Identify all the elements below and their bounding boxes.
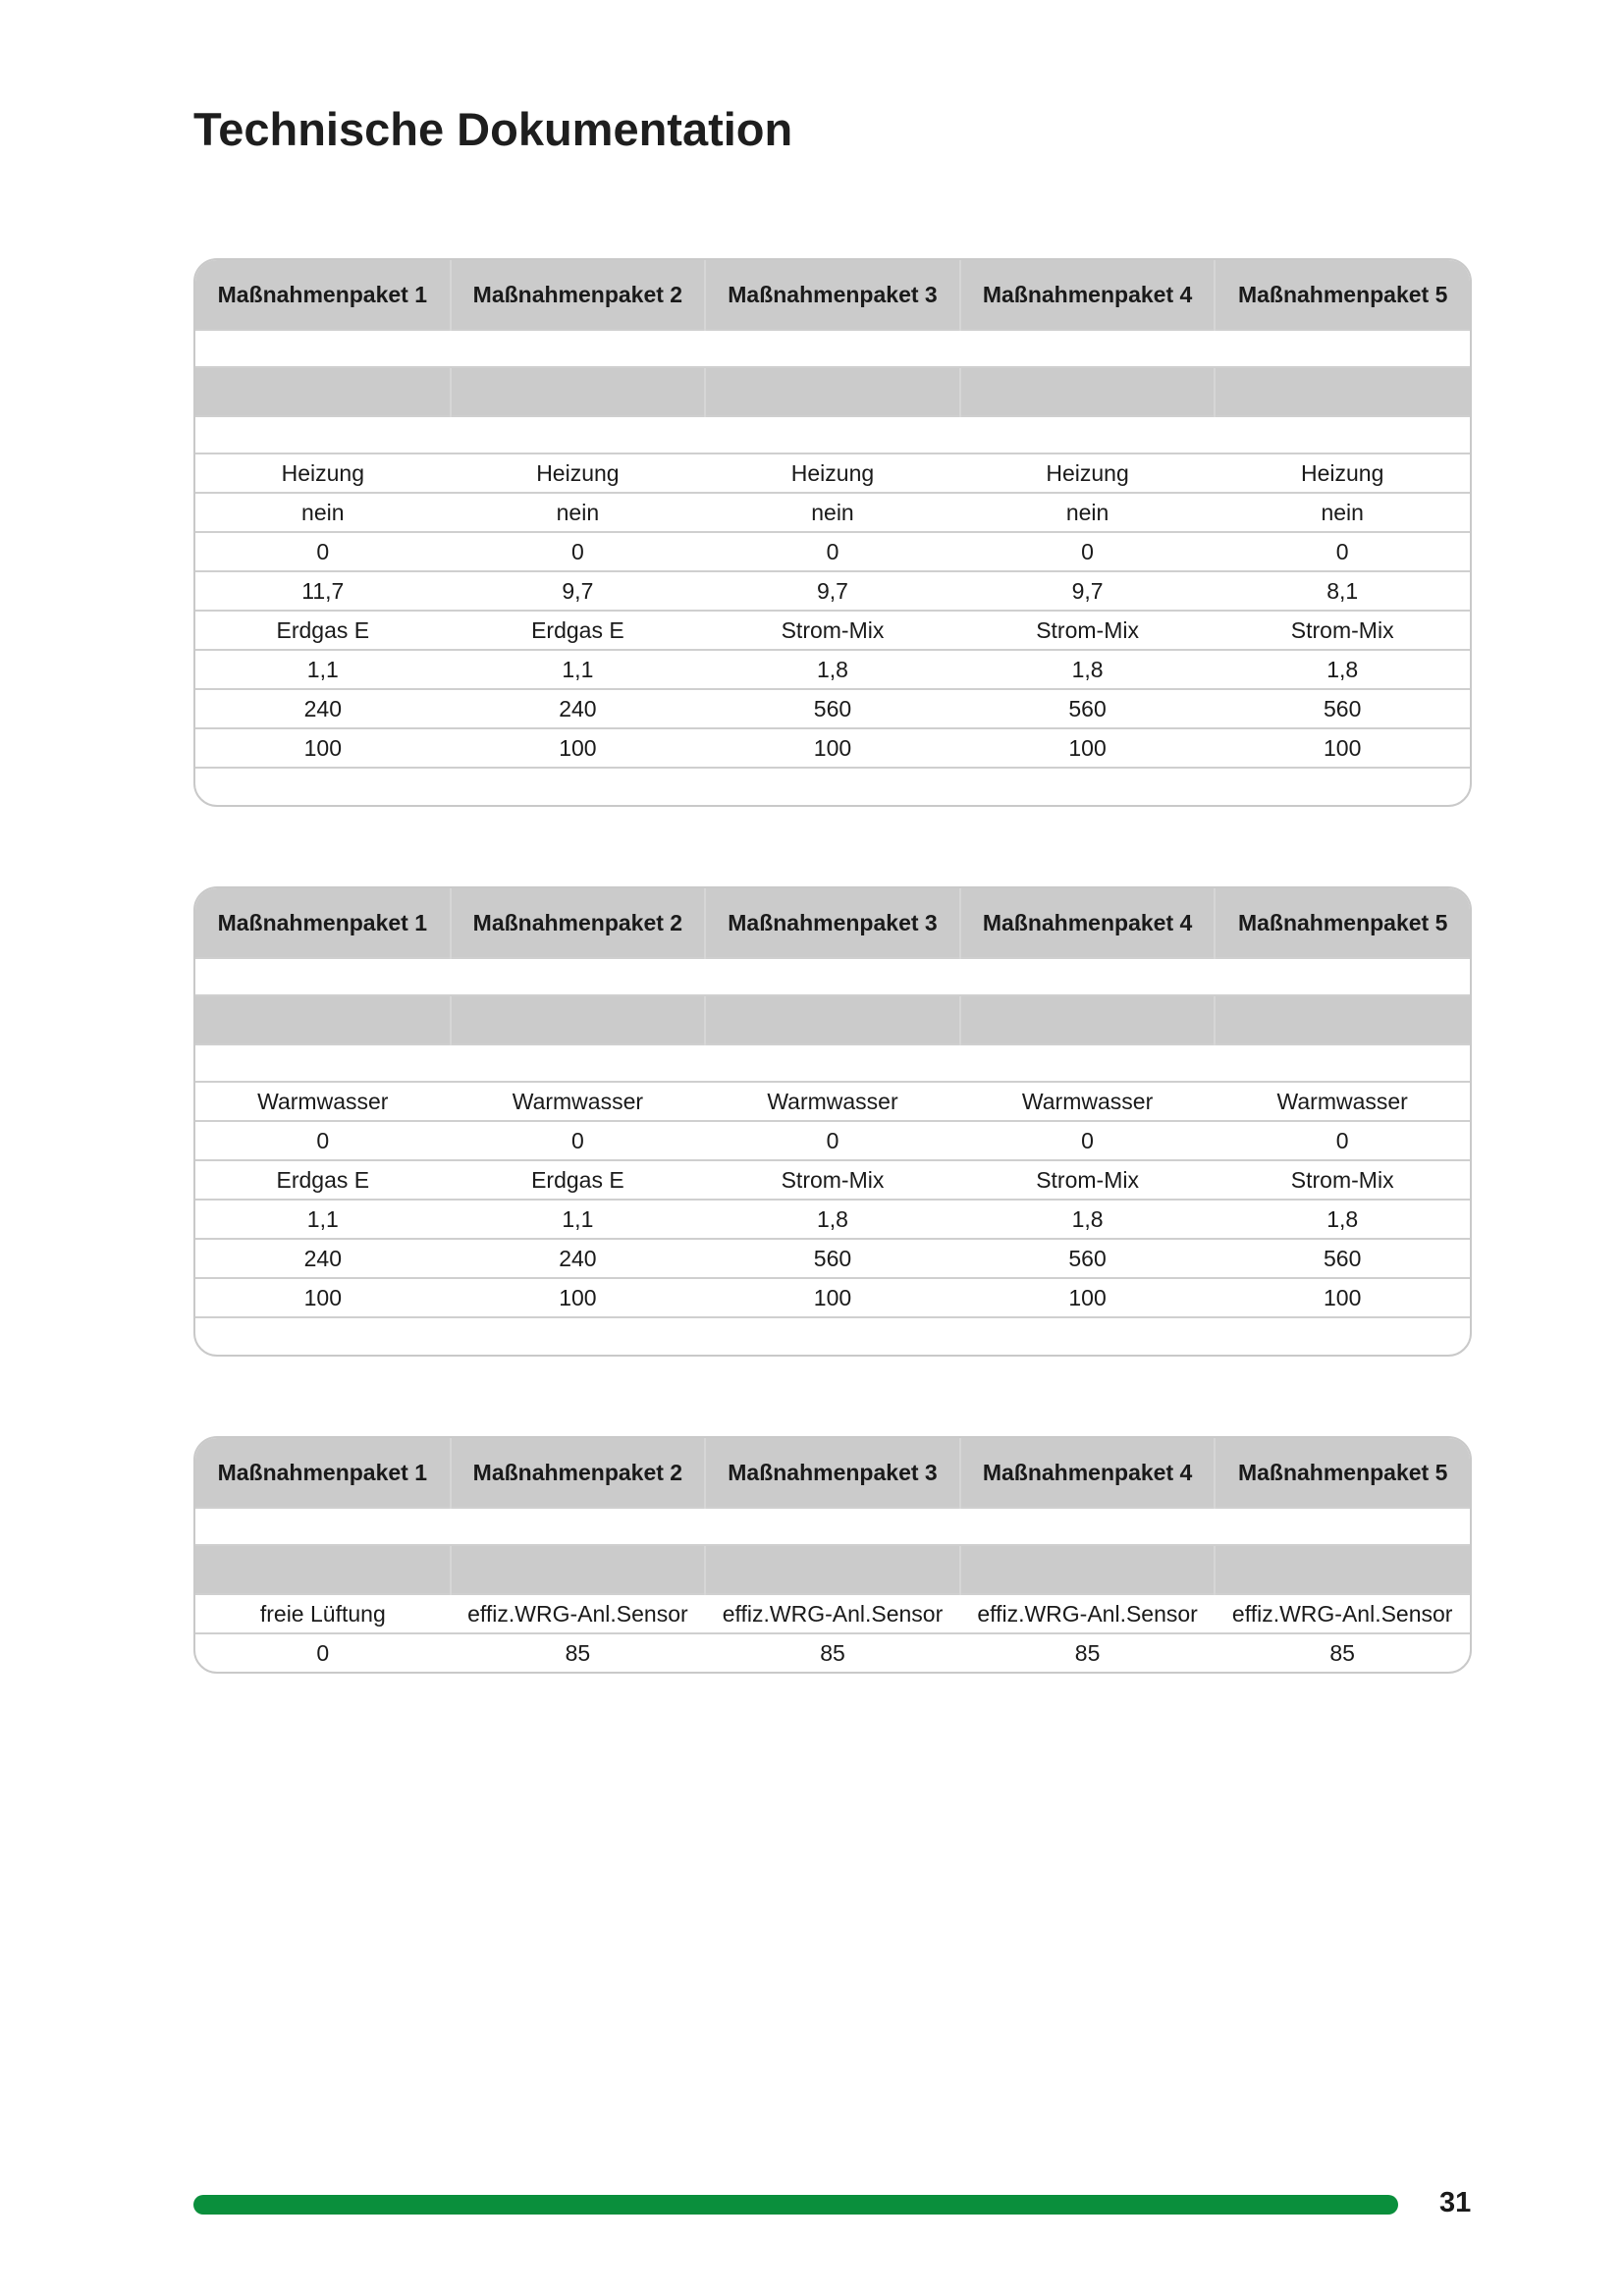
column-header: Maßnahmenpaket 2: [451, 260, 706, 330]
table-cell: 0: [451, 1121, 706, 1160]
table-cell: nein: [451, 493, 706, 532]
table-row: [195, 532, 1470, 571]
table-row: [195, 1082, 1470, 1121]
table-cell: Strom-Mix: [705, 1160, 960, 1200]
table-cell: 0: [195, 1633, 451, 1672]
column-header: Maßnahmenpaket 5: [1215, 888, 1470, 958]
table-cell: 0: [705, 1121, 960, 1160]
table-cell: nein: [1215, 493, 1470, 532]
table-cell: nein: [960, 493, 1216, 532]
table-cell: 560: [960, 1239, 1216, 1278]
table-row: [195, 1121, 1470, 1160]
ventilation-table: [193, 1436, 1472, 1674]
table-cell: Strom-Mix: [1215, 1160, 1470, 1200]
table-cell: 100: [451, 1278, 706, 1317]
table-cell: 11,7: [195, 571, 451, 611]
table-cell: 100: [195, 1278, 451, 1317]
footer-accent-bar: [193, 2195, 1398, 2215]
page-title: Technische Dokumentation: [193, 103, 793, 155]
table-cell: 1,1: [195, 650, 451, 689]
table-cell: 8,1: [1215, 571, 1470, 611]
table-cell: Erdgas E: [195, 1160, 451, 1200]
table-cell: nein: [195, 493, 451, 532]
spacer-row: [195, 1508, 1470, 1545]
table-cell: Strom-Mix: [705, 611, 960, 650]
table-cell: Heizung: [195, 454, 451, 493]
table-cell: 100: [960, 1278, 1216, 1317]
table-row: [195, 650, 1470, 689]
table-cell: 1,8: [1215, 1200, 1470, 1239]
table-header-row: [195, 1438, 1470, 1508]
table-cell: effiz.WRG-Anl.Sensor: [705, 1594, 960, 1633]
table-row: [195, 493, 1470, 532]
spacer-row: [195, 330, 1470, 367]
table-cell: Heizung: [705, 454, 960, 493]
table-cell: effiz.WRG-Anl.Sensor: [1215, 1594, 1470, 1633]
table-cell: 9,7: [705, 571, 960, 611]
table-cell: 560: [705, 1239, 960, 1278]
table-row: [195, 1160, 1470, 1200]
table-row: [195, 728, 1470, 768]
column-header: Maßnahmenpaket 4: [960, 888, 1216, 958]
column-header: Maßnahmenpaket 2: [451, 888, 706, 958]
table-cell: Warmwasser: [195, 1082, 451, 1121]
table-cell: 0: [195, 1121, 451, 1160]
table-cell: 100: [195, 728, 451, 768]
spacer-row: [195, 958, 1470, 995]
table-row: [195, 611, 1470, 650]
table-cell: Heizung: [1215, 454, 1470, 493]
table-cell: 1,8: [1215, 650, 1470, 689]
table-cell: 85: [1215, 1633, 1470, 1672]
table-cell: 0: [960, 1121, 1216, 1160]
table-cell: 560: [705, 689, 960, 728]
table-cell: Warmwasser: [960, 1082, 1216, 1121]
table-cell: Strom-Mix: [960, 1160, 1216, 1200]
table-cell: Erdgas E: [451, 1160, 706, 1200]
table-header-row: [195, 260, 1470, 330]
table-cell: freie Lüftung: [195, 1594, 451, 1633]
table-cell: 100: [451, 728, 706, 768]
table-cell: 560: [960, 689, 1216, 728]
table-cell: 1,8: [705, 1200, 960, 1239]
table-cell: effiz.WRG-Anl.Sensor: [451, 1594, 706, 1633]
table-cell: 1,1: [451, 650, 706, 689]
section-band-row: [195, 1545, 1470, 1594]
table-cell: 240: [451, 689, 706, 728]
section-band-row: [195, 367, 1470, 416]
table-cell: 1,8: [960, 650, 1216, 689]
table-cell: 100: [1215, 728, 1470, 768]
table-header-row: [195, 888, 1470, 958]
table-cell: 85: [705, 1633, 960, 1672]
table-cell: Erdgas E: [451, 611, 706, 650]
table-cell: 240: [195, 1239, 451, 1278]
table-cell: 0: [705, 532, 960, 571]
table-cell: 85: [451, 1633, 706, 1672]
table-cell: 9,7: [451, 571, 706, 611]
page-number: 31: [1439, 2187, 1472, 2218]
table-cell: 1,1: [451, 1200, 706, 1239]
table-row: [195, 1278, 1470, 1317]
column-header: Maßnahmenpaket 2: [451, 1438, 706, 1508]
table-row: [195, 689, 1470, 728]
table-cell: 0: [1215, 532, 1470, 571]
table-cell: Erdgas E: [195, 611, 451, 650]
table-cell: 85: [960, 1633, 1216, 1672]
table-cell: 100: [705, 1278, 960, 1317]
table-cell: 0: [451, 532, 706, 571]
table-row: [195, 1633, 1470, 1672]
table-cell: 1,8: [960, 1200, 1216, 1239]
table-cell: 240: [195, 689, 451, 728]
table-cell: 560: [1215, 1239, 1470, 1278]
column-header: Maßnahmenpaket 4: [960, 260, 1216, 330]
table-cell: Heizung: [960, 454, 1216, 493]
spacer-row: [195, 1317, 1470, 1355]
table-cell: Warmwasser: [451, 1082, 706, 1121]
table-cell: 0: [195, 532, 451, 571]
section-band-row: [195, 995, 1470, 1044]
table-cell: 100: [1215, 1278, 1470, 1317]
column-header: Maßnahmenpaket 5: [1215, 260, 1470, 330]
column-header: Maßnahmenpaket 1: [195, 1438, 451, 1508]
table-cell: 240: [451, 1239, 706, 1278]
column-header: Maßnahmenpaket 3: [705, 260, 960, 330]
table-cell: Warmwasser: [1215, 1082, 1470, 1121]
spacer-row: [195, 768, 1470, 805]
column-header: Maßnahmenpaket 3: [705, 1438, 960, 1508]
table-cell: 100: [960, 728, 1216, 768]
table-row: [195, 1200, 1470, 1239]
spacer-row: [195, 416, 1470, 454]
column-header: Maßnahmenpaket 5: [1215, 1438, 1470, 1508]
table-cell: Warmwasser: [705, 1082, 960, 1121]
table-cell: 0: [1215, 1121, 1470, 1160]
table-cell: Heizung: [451, 454, 706, 493]
table-cell: effiz.WRG-Anl.Sensor: [960, 1594, 1216, 1633]
table-cell: 1,8: [705, 650, 960, 689]
column-header: Maßnahmenpaket 4: [960, 1438, 1216, 1508]
heating-table: [193, 258, 1472, 807]
table-row: [195, 1239, 1470, 1278]
table-cell: 560: [1215, 689, 1470, 728]
hot-water-table: [193, 886, 1472, 1357]
table-cell: 9,7: [960, 571, 1216, 611]
table-cell: 100: [705, 728, 960, 768]
table-row: [195, 1594, 1470, 1633]
table-cell: nein: [705, 493, 960, 532]
table-cell: 0: [960, 532, 1216, 571]
column-header: Maßnahmenpaket 1: [195, 260, 451, 330]
column-header: Maßnahmenpaket 1: [195, 888, 451, 958]
spacer-row: [195, 1044, 1470, 1082]
table-cell: 1,1: [195, 1200, 451, 1239]
column-header: Maßnahmenpaket 3: [705, 888, 960, 958]
table-row: [195, 454, 1470, 493]
table-cell: Strom-Mix: [960, 611, 1216, 650]
table-cell: Strom-Mix: [1215, 611, 1470, 650]
table-row: [195, 571, 1470, 611]
